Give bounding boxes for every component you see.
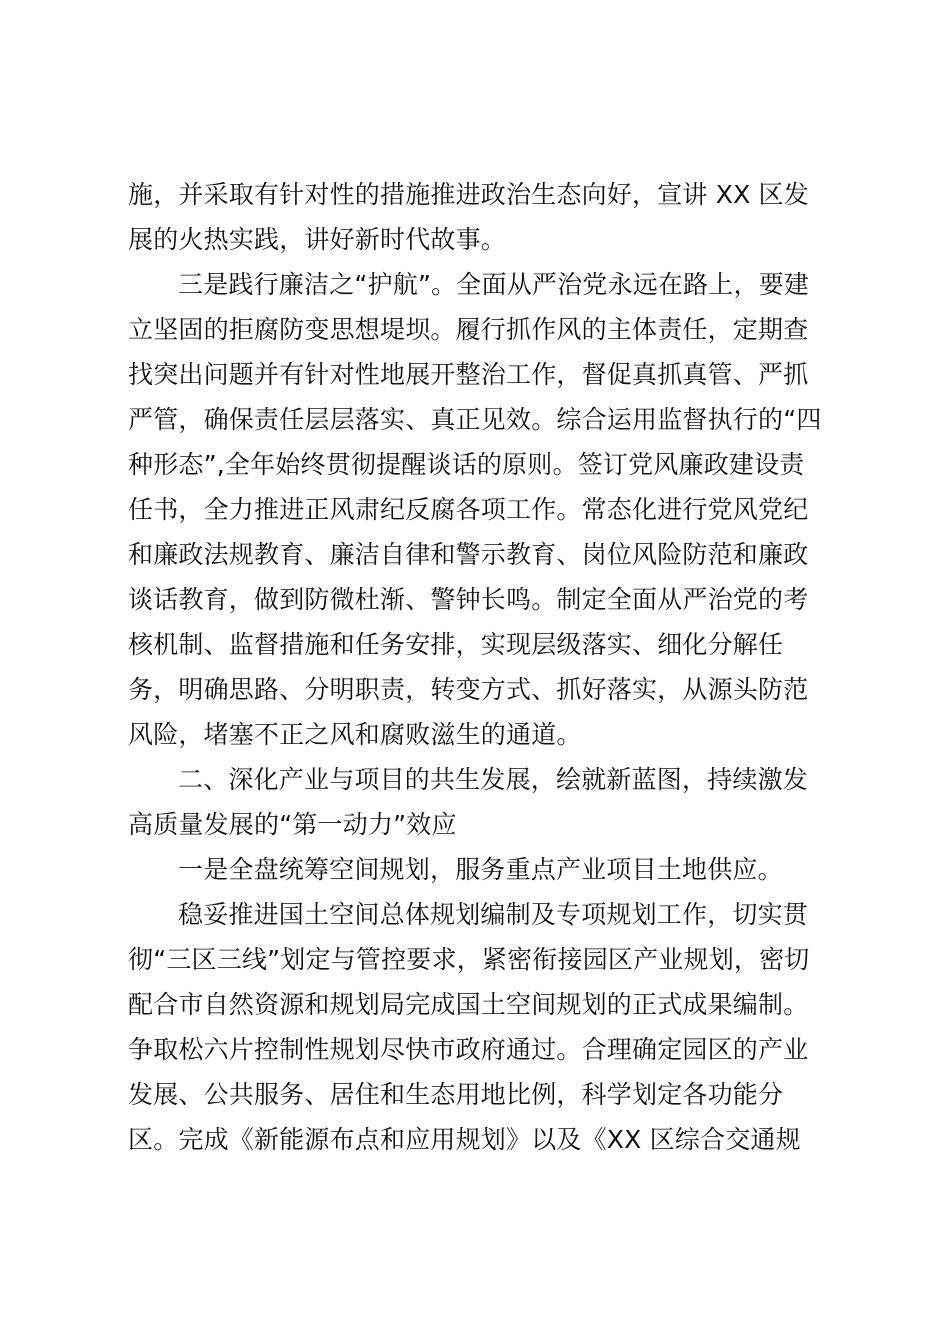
text-line: 务，明确思路、分明职责，转变方式、抓好落实，从源头防范 xyxy=(128,675,809,704)
text-line: 彻“三区三线”划定与管控要求，紧密衔接园区产业规划，密切 xyxy=(128,945,810,974)
paragraph-start-line: 三是践行廉洁之“护航”。全面从严治党永远在路上，要建 xyxy=(178,270,810,299)
text-line: 区。完成《新能源布点和应用规划》以及《XX 区综合交通规 xyxy=(128,1125,801,1154)
subheading-line: 一是全盘统筹空间规划，服务重点产业项目土地供应。 xyxy=(178,855,783,884)
text-line: 展的火热实践，讲好新时代故事。 xyxy=(128,225,507,254)
text-line: 立坚固的拒腐防变思想堤坝。履行抓作风的主体责任，定期查 xyxy=(128,315,809,344)
section-heading-line: 高质量发展的“第一动力”效应 xyxy=(128,810,457,839)
text-line: 谈话教育，做到防微杜渐、警钟长鸣。制定全面从严治党的考 xyxy=(128,585,809,614)
text-line: 施，并采取有针对性的措施推进政治生态向好，宣讲 XX 区发 xyxy=(128,180,809,209)
text-line: 和廉政法规教育、廉洁自律和警示教育、岗位风险防范和廉政 xyxy=(128,540,809,569)
section-heading-line: 二、深化产业与项目的共生发展，绘就新蓝图，持续激发 xyxy=(178,765,809,794)
text-line: 种形态”,全年始终贯彻提醒谈话的原则。签订党风廉政建设责 xyxy=(128,450,805,479)
body-text xyxy=(128,172,828,1162)
text-line: 发展、公共服务、居住和生态用地比例，科学划定各功能分 xyxy=(128,1080,784,1109)
paragraph-start-line: 稳妥推进国土空间总体规划编制及专项规划工作，切实贯 xyxy=(178,900,809,929)
text-line: 配合市自然资源和规划局完成国土空间规划的正式成果编制。 xyxy=(128,990,809,1019)
text-line: 核机制、监督措施和任务安排，实现层级落实、细化分解任 xyxy=(128,630,784,659)
text-line: 争取松六片控制性规划尽快市政府通过。合理确定园区的产业 xyxy=(128,1035,809,1064)
text-line: 风险，堵塞不正之风和腐败滋生的通道。 xyxy=(128,720,582,749)
text-line: 任书，全力推进正风肃纪反腐各项工作。常态化进行党风党纪 xyxy=(128,495,809,524)
text-line: 找突出问题并有针对性地展开整治工作，督促真抓真管、严抓 xyxy=(128,360,809,389)
text-line: 严管，确保责任层层落实、真正见效。综合运用监督执行的“四 xyxy=(128,405,822,434)
